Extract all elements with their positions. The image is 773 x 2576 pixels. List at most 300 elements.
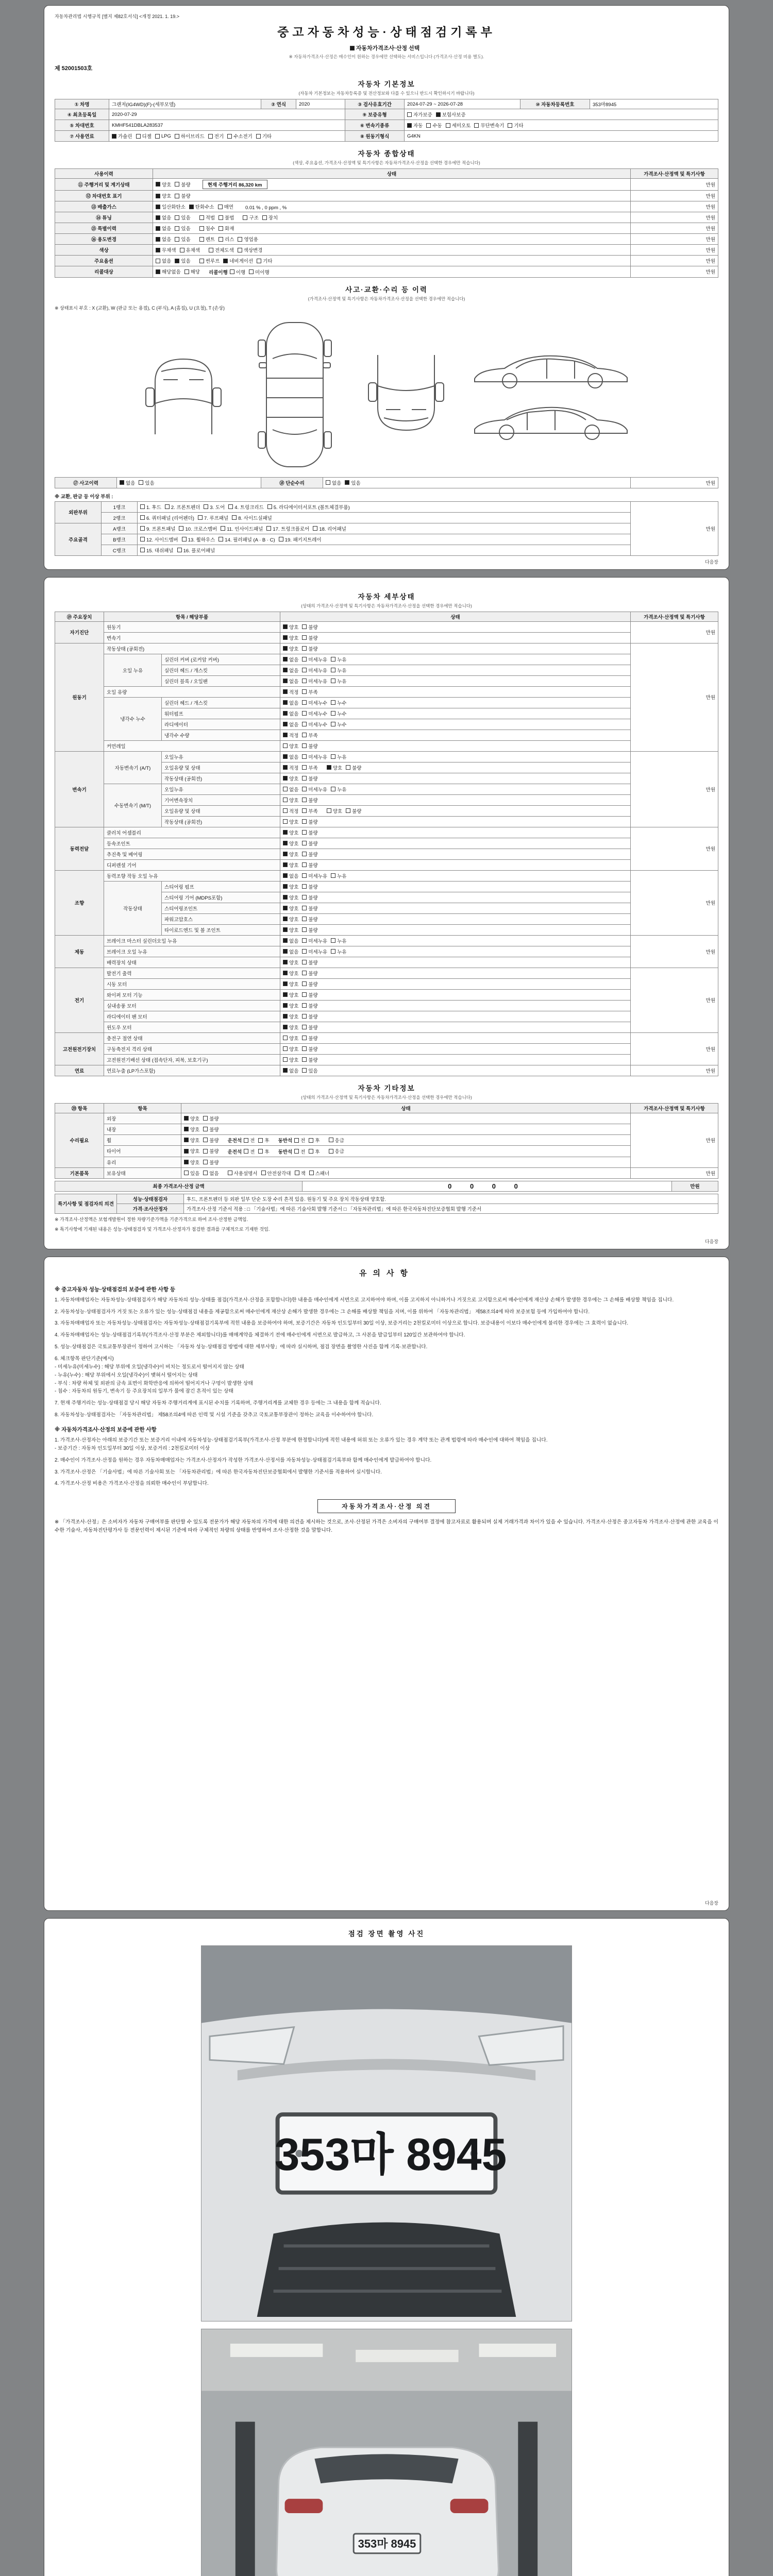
checkbox-label: 불량 — [308, 819, 318, 825]
checkbox-checked[interactable] — [283, 894, 298, 901]
checkbox-unchecked[interactable] — [184, 1170, 199, 1177]
checkbox-unchecked[interactable] — [302, 775, 317, 782]
checkbox-label: 있음 — [145, 480, 155, 486]
checkbox-checked[interactable] — [283, 1013, 298, 1020]
checkbox-unchecked[interactable] — [326, 479, 341, 486]
checkbox-unchecked[interactable] — [283, 786, 298, 793]
checkbox-box — [436, 112, 441, 117]
checkbox-group — [283, 818, 322, 826]
checkbox-checked[interactable] — [283, 916, 298, 923]
checkbox-label: 스패너 — [315, 1171, 330, 1177]
state-cell — [280, 621, 631, 632]
checkbox-unchecked[interactable] — [175, 132, 205, 140]
checkbox-unchecked[interactable] — [302, 959, 317, 966]
checkbox-label: 5. 라디에이터서포트 (볼트체결부품) — [273, 504, 350, 511]
checkbox-label: 적정 — [289, 689, 299, 696]
checkbox-unchecked[interactable] — [219, 536, 275, 543]
checkbox-unchecked[interactable] — [204, 503, 225, 511]
detail-item-label: 작동상태 (공회전) — [104, 643, 280, 654]
checkbox-label: 누수 — [337, 722, 347, 728]
checkbox-label: 누유 — [337, 873, 347, 879]
detail-row — [55, 784, 718, 794]
checkbox-label: 14. 필러패널 (A · B · C) — [225, 537, 275, 543]
checkbox-unchecked[interactable] — [283, 1035, 298, 1042]
checkbox-unchecked[interactable] — [302, 1056, 317, 1063]
checkbox-unchecked[interactable] — [294, 1137, 305, 1144]
checkbox-label: 있음 — [181, 259, 191, 265]
checkbox-checked[interactable] — [283, 623, 298, 631]
checkbox-unchecked[interactable] — [331, 948, 346, 955]
checkbox-unchecked[interactable] — [302, 699, 327, 706]
checkbox-checked[interactable] — [283, 732, 298, 739]
checkbox-unchecked[interactable] — [279, 536, 322, 543]
checkbox-box — [302, 960, 307, 964]
notice-item: 2. 매수인이 가격조사·산정을 원하는 경우 자동차매매업자는 가격조사·산정자가 작성한 가격조사·산정서를 자동차성능·상태점검기록부와 함께 매수인에게 발급하여야 합니다. — [55, 1457, 432, 1463]
checkbox-unchecked[interactable] — [156, 257, 171, 264]
checkbox-checked[interactable] — [283, 1067, 298, 1074]
checkbox-unchecked[interactable] — [199, 214, 215, 221]
checkbox-label: 불량 — [308, 1003, 318, 1009]
checkbox-group — [283, 969, 322, 977]
checkbox-unchecked[interactable] — [309, 1148, 320, 1155]
checkbox-unchecked[interactable] — [302, 861, 317, 869]
checkbox-box — [199, 226, 204, 231]
checkbox-unchecked[interactable] — [243, 214, 258, 221]
checkbox-label: 누유 — [337, 938, 347, 944]
checkbox-unchecked[interactable] — [249, 268, 270, 276]
state-cell — [280, 913, 631, 924]
checkbox-checked[interactable] — [283, 991, 298, 998]
checkbox-checked[interactable] — [283, 1002, 298, 1009]
checkbox-unchecked[interactable] — [426, 122, 442, 129]
checkbox-label: 9. 프론트패널 — [146, 526, 176, 532]
checkbox-label: LPG — [161, 133, 171, 139]
checkbox-unchecked[interactable] — [219, 225, 234, 232]
checkbox-unchecked[interactable] — [140, 536, 178, 543]
checkbox-checked[interactable] — [283, 710, 298, 717]
checkbox-checked[interactable] — [283, 645, 298, 652]
checkbox-checked[interactable] — [120, 479, 135, 486]
checkbox-unchecked[interactable] — [302, 1067, 317, 1074]
checkbox-unchecked[interactable] — [175, 214, 190, 221]
checkbox-unchecked[interactable] — [256, 132, 272, 140]
checkbox-group — [283, 807, 322, 815]
checkbox-unchecked[interactable] — [302, 623, 317, 631]
checkbox-checked[interactable] — [283, 872, 298, 879]
checkbox-unchecked[interactable] — [302, 796, 317, 804]
first-registration-date: 2020-07-29 — [109, 109, 345, 120]
checkbox-label: 불량 — [308, 1057, 318, 1063]
checkbox-unchecked[interactable] — [203, 1115, 219, 1122]
checkbox-unchecked[interactable] — [261, 1170, 291, 1177]
section-title: 사고·교환·수리 등 이력 — [345, 285, 428, 294]
checkbox-box — [243, 215, 247, 220]
detail-row — [55, 643, 718, 654]
checkbox-label: 없음 — [289, 700, 299, 706]
checkbox-unchecked[interactable] — [155, 133, 171, 139]
checkbox-unchecked[interactable] — [329, 1137, 344, 1144]
checkbox-unchecked[interactable] — [267, 503, 350, 511]
checkbox-unchecked[interactable] — [302, 656, 327, 663]
checkbox-unchecked[interactable] — [302, 970, 317, 977]
checkbox-checked[interactable] — [184, 1159, 199, 1166]
checkbox-group — [156, 180, 194, 189]
checkbox-unchecked[interactable] — [221, 525, 263, 532]
checkbox-checked[interactable] — [156, 246, 176, 253]
checkbox-checked[interactable] — [283, 980, 298, 988]
checkbox-unchecked[interactable] — [244, 1137, 255, 1144]
checkbox-checked[interactable] — [189, 203, 214, 210]
checkbox-checked[interactable] — [283, 948, 298, 955]
checkbox-label: 없음 — [289, 711, 299, 717]
checkbox-unchecked[interactable] — [302, 926, 317, 934]
checkbox-checked[interactable] — [283, 829, 298, 836]
checkbox-unchecked[interactable] — [136, 132, 152, 140]
checkbox-unchecked[interactable] — [302, 829, 317, 836]
checkbox-box — [155, 134, 160, 139]
checkbox-unchecked[interactable] — [309, 1137, 320, 1144]
checkbox-group — [156, 192, 194, 200]
checkbox-unchecked[interactable] — [238, 246, 263, 253]
checkbox-unchecked[interactable] — [179, 525, 217, 532]
checkbox-unchecked[interactable] — [184, 268, 200, 275]
checkbox-unchecked[interactable] — [302, 948, 327, 955]
checkbox-checked[interactable] — [283, 840, 298, 847]
detail-row — [55, 870, 718, 881]
checkbox-unchecked[interactable] — [228, 1170, 258, 1177]
checkbox-unchecked[interactable] — [302, 688, 317, 696]
checkbox-unchecked[interactable] — [228, 503, 263, 511]
checkbox-unchecked[interactable] — [313, 525, 346, 532]
checkbox-label: 탄화수소 — [195, 205, 214, 211]
checkbox-unchecked[interactable] — [302, 1013, 317, 1020]
checkbox-label: 없음 — [289, 679, 299, 685]
checkbox-unchecked[interactable] — [175, 235, 190, 243]
checkbox-unchecked[interactable] — [331, 753, 346, 760]
checkbox-box — [283, 679, 288, 683]
checkbox-box — [302, 841, 307, 845]
checkbox-unchecked[interactable] — [140, 525, 175, 532]
parts-row — [55, 501, 718, 512]
checkbox-checked[interactable] — [184, 1115, 199, 1122]
checkbox-unchecked[interactable] — [474, 122, 504, 129]
checkbox-unchecked[interactable] — [140, 547, 174, 554]
checkbox-label: 리스 — [225, 237, 234, 243]
checkbox-unchecked[interactable] — [302, 905, 317, 912]
checkbox-checked[interactable] — [283, 688, 298, 696]
checkbox-unchecked[interactable] — [175, 181, 190, 188]
checkbox-unchecked[interactable] — [446, 122, 471, 129]
checkbox-unchecked[interactable] — [346, 807, 361, 815]
checkbox-box — [508, 123, 512, 128]
checkbox-unchecked[interactable] — [331, 710, 346, 717]
checkbox-unchecked[interactable] — [283, 742, 298, 750]
checkbox-group-label: 리콜이행 — [209, 269, 228, 276]
checkbox-unchecked[interactable] — [177, 547, 215, 554]
valuation-opinion-text: ※ 「가격조사·산정」은 소비자가 자동차 구매여부를 판단할 수 있도록 전문가가 해당 자동차의 가격에 대한 의견을 제시하는 것으로, 조사·산정된 가격은 소비자의 구매여부 결정에 참고자료로 활용되며 실제 거래가격과 차이가 있을 수 있습니다. 가격조사·산정은 중고자동차 가격조사·산정에 관한 교육을 이수한 기술사, 자동차진단평가사 등 전문인력이 제시된 기준에 따라 구체적인 차량의 상태를 반영하여 조사·산정한 것을 말합니다. — [55, 1519, 718, 1534]
checkbox-group — [283, 655, 350, 664]
checkbox-group — [228, 1147, 273, 1156]
checkbox-checked[interactable] — [156, 181, 171, 188]
parts-items — [138, 512, 631, 523]
checkbox-unchecked[interactable] — [294, 1148, 305, 1155]
checkbox-unchecked[interactable] — [331, 656, 346, 663]
checkbox-unchecked[interactable] — [331, 937, 346, 944]
checkbox-unchecked[interactable] — [140, 503, 161, 511]
checkbox-checked[interactable] — [112, 132, 132, 140]
notice-item: 3. 자동차매매업자 또는 자동차성능·상태점검자는 자동차성능·상태점검기록부에 적힌 내용을 보증하여야 하며, 보증기간은 자동차 인도일부터 30일 이상, 보증거리는 2천킬로미터 이상으로 합니다. 보증내용이 이보다 매수인에게 불리한 경우에는 그 효력이 없습니다. — [55, 1320, 629, 1327]
checkbox-unchecked[interactable] — [283, 1056, 298, 1063]
checkbox-unchecked[interactable] — [302, 710, 327, 717]
checkbox-unchecked[interactable] — [302, 980, 317, 988]
checkbox-unchecked[interactable] — [302, 732, 317, 739]
checkbox-checked[interactable] — [156, 214, 171, 221]
checkbox-unchecked[interactable] — [165, 503, 200, 511]
checkbox-unchecked[interactable] — [302, 894, 317, 901]
checkbox-checked[interactable] — [283, 861, 298, 869]
checkbox-unchecked[interactable] — [232, 514, 272, 521]
checkbox-checked[interactable] — [156, 268, 181, 275]
price-cell: 만원 — [631, 1065, 718, 1076]
notice-item: 5. 성능·상태점검은 국토교통부장관이 정하여 고시하는 「자동차 성능·상태점검 방법에 대한 세부사항」에 따라 실시하며, 점검 장면을 촬영한 사진을 함께 기록·보관합니다. — [55, 1344, 428, 1350]
checkbox-unchecked[interactable] — [219, 214, 234, 221]
checkbox-unchecked[interactable] — [302, 1002, 317, 1009]
checkbox-group — [156, 246, 204, 254]
checkbox-unchecked[interactable] — [175, 192, 190, 199]
summary-row — [55, 234, 718, 245]
checkbox-box — [283, 841, 288, 845]
detail-row — [55, 654, 718, 665]
checkbox-unchecked[interactable] — [198, 514, 228, 521]
checkbox-unchecked[interactable] — [175, 225, 190, 232]
checkbox-checked[interactable] — [283, 1024, 298, 1031]
checkbox-label: 미세누유 — [308, 679, 328, 685]
checkbox-unchecked[interactable] — [238, 235, 258, 243]
checkbox-unchecked[interactable] — [302, 645, 317, 652]
checkbox-group — [283, 926, 322, 934]
checkbox-unchecked[interactable] — [302, 883, 317, 890]
field-label: ① 차명 — [55, 99, 109, 109]
checkbox-group-label: 운전석 — [227, 1149, 242, 1155]
checkbox-label: 누유 — [337, 679, 347, 685]
col-header-state: 상태 — [280, 612, 631, 621]
checkbox-unchecked[interactable] — [180, 246, 200, 253]
parts-items — [138, 523, 631, 534]
checkbox-unchecked[interactable] — [302, 786, 327, 793]
checkbox-box — [283, 798, 288, 802]
checkbox-group — [283, 1023, 322, 1031]
checkbox-unchecked[interactable] — [266, 525, 309, 532]
checkbox-unchecked[interactable] — [244, 1148, 255, 1155]
checkbox-box — [283, 873, 288, 878]
checkbox-unchecked[interactable] — [302, 1045, 317, 1053]
checkbox-box — [302, 895, 307, 900]
rank-label: B랭크 — [102, 534, 138, 545]
checkbox-box — [302, 938, 307, 943]
checkbox-unchecked[interactable] — [302, 764, 317, 771]
checkbox-unchecked[interactable] — [199, 225, 215, 232]
checkbox-checked[interactable] — [184, 1137, 199, 1144]
checkbox-checked[interactable] — [184, 1126, 199, 1133]
checkbox-checked[interactable] — [156, 235, 171, 243]
checkbox-checked[interactable] — [156, 203, 186, 210]
state-cell — [280, 675, 631, 686]
checkbox-unchecked[interactable] — [219, 235, 234, 243]
checkbox-checked[interactable] — [223, 257, 253, 264]
checkbox-unchecked[interactable] — [331, 786, 346, 793]
checkbox-checked[interactable] — [283, 959, 298, 966]
checkbox-checked[interactable] — [283, 721, 298, 728]
checkbox-checked[interactable] — [283, 851, 298, 858]
checkbox-unchecked[interactable] — [302, 1035, 317, 1042]
checkbox-checked[interactable] — [283, 775, 298, 782]
checkbox-unchecked[interactable] — [208, 132, 224, 140]
field-label: ⑩ 자동차등록번호 — [520, 99, 590, 109]
checkbox-unchecked[interactable] — [302, 916, 317, 923]
checkbox-unchecked[interactable] — [302, 872, 327, 879]
checkbox-checked[interactable] — [283, 677, 298, 685]
checkbox-box — [294, 1138, 299, 1143]
checkbox-checked[interactable] — [283, 926, 298, 934]
checkbox-unchecked[interactable] — [257, 257, 272, 264]
checkbox-unchecked[interactable] — [302, 634, 317, 641]
checkbox-box — [302, 1025, 307, 1029]
section-note: (상태의 가격조사·산정액 및 특기사항은 자동차가격조사·산정을 선택한 경우에만 적습니다) — [301, 1094, 472, 1100]
checkbox-unchecked[interactable] — [302, 807, 317, 815]
state-cell — [280, 849, 631, 859]
checkbox-unchecked[interactable] — [209, 246, 234, 253]
checkbox-unchecked[interactable] — [331, 721, 346, 728]
checkbox-unchecked[interactable] — [329, 1147, 344, 1155]
card-detail-state — [44, 577, 729, 1249]
checkbox-unchecked[interactable] — [302, 851, 317, 858]
checkbox-unchecked[interactable] — [302, 840, 317, 847]
checkbox-checked[interactable] — [436, 111, 466, 118]
checkbox-checked[interactable] — [283, 883, 298, 890]
checkbox-box — [302, 765, 307, 770]
checkbox-box — [302, 624, 307, 629]
checkbox-unchecked[interactable] — [302, 753, 327, 760]
checkbox-unchecked[interactable] — [407, 111, 432, 118]
checkbox-box — [302, 862, 307, 867]
checkbox-unchecked[interactable] — [182, 536, 215, 543]
checkbox-label: 양호 — [289, 841, 299, 847]
checkbox-checked[interactable] — [283, 667, 298, 674]
checkbox-unchecked[interactable] — [227, 132, 253, 140]
checkbox-unchecked[interactable] — [218, 203, 233, 210]
checkbox-box — [283, 743, 288, 748]
checkbox-box — [302, 971, 307, 975]
checkbox-unchecked[interactable] — [258, 1148, 269, 1155]
checkbox-unchecked[interactable] — [203, 1137, 219, 1144]
checkbox-unchecked[interactable] — [302, 937, 327, 944]
checkbox-unchecked[interactable] — [302, 742, 317, 750]
simple-repair-state — [323, 477, 631, 488]
checkbox-unchecked[interactable] — [139, 479, 154, 486]
checkbox-unchecked[interactable] — [302, 677, 327, 685]
checkbox-unchecked[interactable] — [140, 514, 194, 521]
checkbox-unchecked[interactable] — [331, 667, 346, 674]
car-diagram-side-column — [468, 347, 633, 443]
checkbox-label: 불량 — [308, 992, 318, 998]
checkbox-checked[interactable] — [283, 970, 298, 977]
checkbox-unchecked[interactable] — [331, 677, 346, 685]
state-cell — [280, 794, 631, 805]
checkbox-checked[interactable] — [283, 656, 298, 663]
checkbox-box — [327, 808, 331, 813]
checkbox-unchecked[interactable] — [302, 721, 327, 728]
price-cell: 만원 — [631, 223, 718, 234]
checkbox-unchecked[interactable] — [302, 818, 317, 825]
checkbox-unchecked[interactable] — [203, 1170, 219, 1177]
price-cell: 만원 — [631, 935, 718, 968]
checkbox-checked[interactable] — [283, 753, 298, 760]
checkbox-unchecked[interactable] — [203, 1126, 219, 1133]
checkbox-unchecked[interactable] — [203, 1147, 219, 1155]
checkbox-unchecked[interactable] — [258, 1137, 269, 1144]
checkbox-unchecked[interactable] — [327, 807, 342, 815]
checkbox-unchecked[interactable] — [203, 1159, 219, 1166]
checkbox-label: 적정 — [289, 765, 299, 771]
checkbox-label: 양호 — [289, 981, 299, 988]
checkbox-box — [283, 668, 288, 672]
checkbox-unchecked[interactable] — [508, 122, 523, 129]
accident-parts-table — [55, 501, 718, 556]
checkbox-checked[interactable] — [156, 192, 171, 199]
price-cell: 만원 — [631, 201, 718, 212]
checkbox-unchecked[interactable] — [199, 257, 220, 264]
valuation-select-checkbox[interactable] — [350, 44, 420, 52]
checkbox-label: 누유 — [337, 787, 347, 793]
checkbox-checked[interactable] — [283, 699, 298, 706]
checkbox-checked[interactable] — [175, 257, 190, 264]
checkbox-checked[interactable] — [345, 479, 360, 486]
checkbox-checked[interactable] — [327, 764, 342, 771]
checkbox-unchecked[interactable] — [331, 699, 346, 706]
checkbox-unchecked[interactable] — [331, 872, 346, 879]
checkbox-unchecked[interactable] — [283, 796, 298, 804]
parts-row — [55, 523, 718, 534]
checkbox-unchecked[interactable] — [283, 807, 298, 815]
checkbox-unchecked[interactable] — [295, 1170, 306, 1177]
checkbox-unchecked[interactable] — [199, 235, 215, 243]
detail-item-label: 스티어링 기어 (MDPS포함) — [162, 892, 280, 903]
checkbox-box — [203, 1149, 208, 1154]
checkbox-checked[interactable] — [407, 122, 423, 129]
section-heading-basic — [55, 78, 718, 96]
checkbox-checked[interactable] — [283, 905, 298, 912]
checkbox-group — [283, 666, 350, 674]
checkbox-label: 전기 — [214, 134, 224, 140]
checkbox-unchecked[interactable] — [230, 268, 245, 276]
checkbox-checked[interactable] — [156, 225, 171, 232]
checkbox-checked[interactable] — [184, 1147, 199, 1155]
checkbox-checked[interactable] — [283, 764, 298, 771]
checkbox-unchecked[interactable] — [309, 1170, 330, 1177]
state-cell — [280, 870, 631, 881]
checkbox-unchecked[interactable] — [346, 764, 361, 771]
checkbox-unchecked[interactable] — [302, 1024, 317, 1031]
state-cell — [280, 892, 631, 903]
checkbox-checked[interactable] — [283, 634, 298, 641]
checkbox-unchecked[interactable] — [302, 991, 317, 998]
checkbox-unchecked[interactable] — [283, 818, 298, 825]
checkbox-unchecked[interactable] — [283, 1045, 298, 1053]
checkbox-checked[interactable] — [283, 937, 298, 944]
checkbox-unchecked[interactable] — [262, 214, 278, 221]
checkbox-unchecked[interactable] — [302, 667, 327, 674]
checkbox-label: 18. 리어패널 — [319, 526, 346, 532]
